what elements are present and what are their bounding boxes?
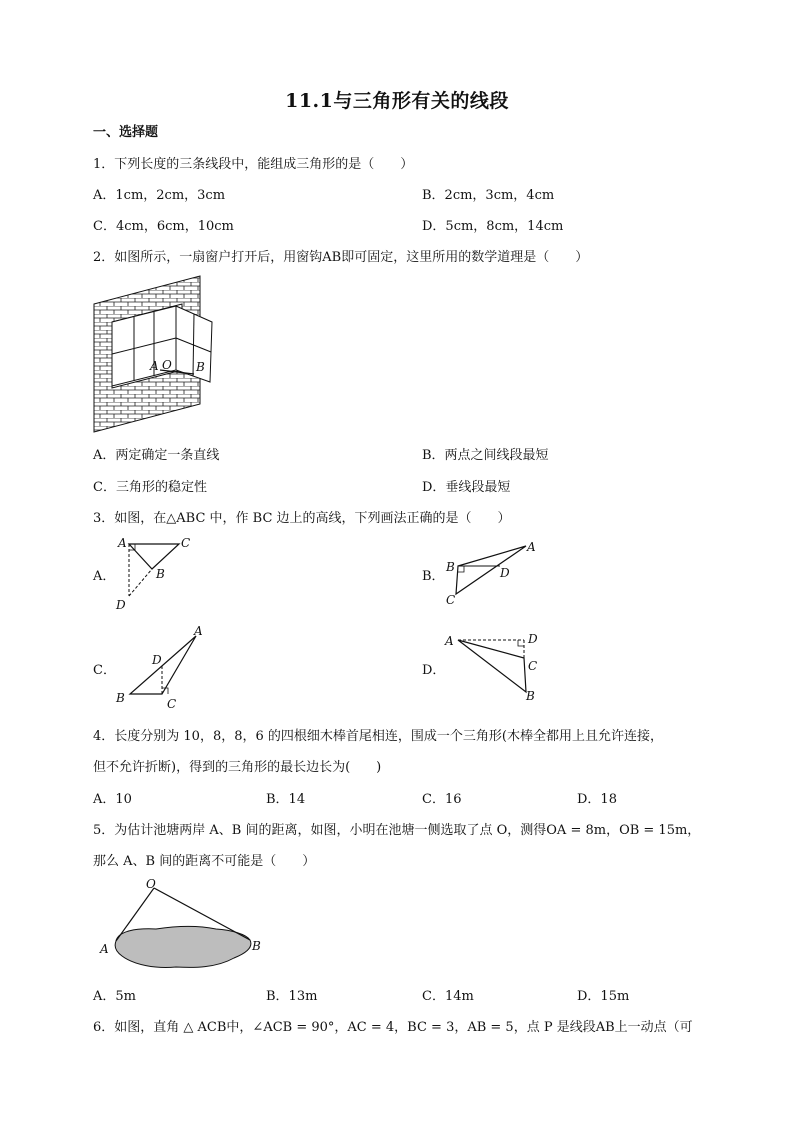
q2-stem: 2．如图所示，一扇窗户打开后，用窗钩AB即可固定，这里所用的数学道理是（ ） — [93, 250, 589, 265]
q3-figure-a — [112, 534, 202, 614]
q1-option-a[interactable]: A．1cm，2cm，3cm — [93, 188, 226, 203]
q3d-label-d: D — [528, 632, 538, 646]
q3-option-d[interactable]: D． — [422, 663, 446, 678]
page-title: 11.1与三角形有关的线段 — [285, 90, 509, 112]
q1-option-b[interactable]: B．2cm，3cm，4cm — [422, 188, 555, 203]
q3-option-a[interactable]: A． — [93, 569, 116, 584]
q3c-label-c: C — [167, 697, 177, 711]
q4-option-c[interactable]: C．16 — [422, 792, 462, 807]
q5-option-c[interactable]: C．14m — [422, 989, 474, 1004]
q2-option-d[interactable]: D．垂线段最短 — [422, 480, 511, 495]
q3a-label-d: D — [116, 598, 126, 612]
q5-label-a: A — [100, 942, 109, 956]
q3-figure-d — [442, 628, 552, 708]
q3-stem: 3．如图，在△ABC 中，作 BC 边上的高线，下列画法正确的是（ ） — [93, 511, 511, 526]
q4-stem-line2: 但不允许折断)，得到的三角形的最长边长为( ) — [93, 760, 382, 775]
label-a: A — [150, 359, 159, 373]
q5-option-a[interactable]: A．5m — [93, 989, 136, 1004]
label-o: O — [162, 358, 172, 372]
q5-label-o: O — [146, 877, 156, 891]
q4-option-b[interactable]: B．14 — [266, 792, 306, 807]
q3a-label-c: C — [181, 536, 191, 550]
q4-stem-line1: 4．长度分别为 10，8，8，6 的四根细木棒首尾相连，围成一个三角形(木棒全都用上且允许连接， — [93, 729, 663, 744]
q1-stem: 1．下列长度的三条线段中，能组成三角形的是（ ） — [93, 157, 414, 172]
q3c-label-a: A — [194, 624, 203, 638]
pond-shape — [115, 926, 251, 967]
q5-stem-line2: 那么 A、B 间的距离不可能是（ ） — [93, 854, 316, 869]
q1-option-c[interactable]: C．4cm，6cm，10cm — [93, 219, 234, 234]
q3b-label-b: B — [446, 560, 455, 574]
q3c-label-d: D — [152, 653, 162, 667]
q3b-label-d: D — [500, 566, 510, 580]
q3b-label-a: A — [527, 540, 536, 554]
section-heading: 一、选择题 — [93, 125, 159, 140]
q3d-label-a: A — [445, 634, 454, 648]
q3-figure-c — [112, 622, 222, 712]
q3-figure-b — [442, 536, 552, 606]
q1-option-d[interactable]: D．5cm，8cm，14cm — [422, 219, 564, 234]
q5-stem-line1: 5．为估计池塘两岸 A、B 间的距离，如图，小明在池塘一侧选取了点 O，测得OA = 8m，OB = 15m， — [93, 823, 701, 838]
q5-label-b: B — [252, 939, 261, 953]
q2-option-a[interactable]: A．两定确定一条直线 — [93, 448, 220, 463]
q3d-label-b: B — [526, 689, 535, 703]
q2-option-b[interactable]: B．两点之间线段最短 — [422, 448, 549, 463]
q5-pond-figure — [96, 876, 276, 976]
q3c-label-b: B — [116, 691, 125, 705]
q3a-label-a: A — [118, 536, 127, 550]
q4-option-a[interactable]: A．10 — [93, 792, 132, 807]
q3d-label-c: C — [528, 659, 538, 673]
q5-option-d[interactable]: D．15m — [577, 989, 630, 1004]
q3b-label-c: C — [446, 593, 456, 607]
q3-option-c[interactable]: C． — [93, 663, 116, 678]
q6-stem: 6．如图，直角 △ ACB中，∠ACB = 90°，AC = 4，BC = 3，AB = 5，点 P 是线段AB上一动点（可 — [93, 1020, 693, 1035]
q2-window-figure — [90, 274, 220, 434]
q3a-label-b: B — [156, 567, 165, 581]
label-b: B — [196, 360, 205, 374]
q2-option-c[interactable]: C．三角形的稳定性 — [93, 480, 207, 495]
q3-option-b[interactable]: B． — [422, 569, 445, 584]
q4-option-d[interactable]: D．18 — [577, 792, 617, 807]
q5-option-b[interactable]: B．13m — [266, 989, 318, 1004]
